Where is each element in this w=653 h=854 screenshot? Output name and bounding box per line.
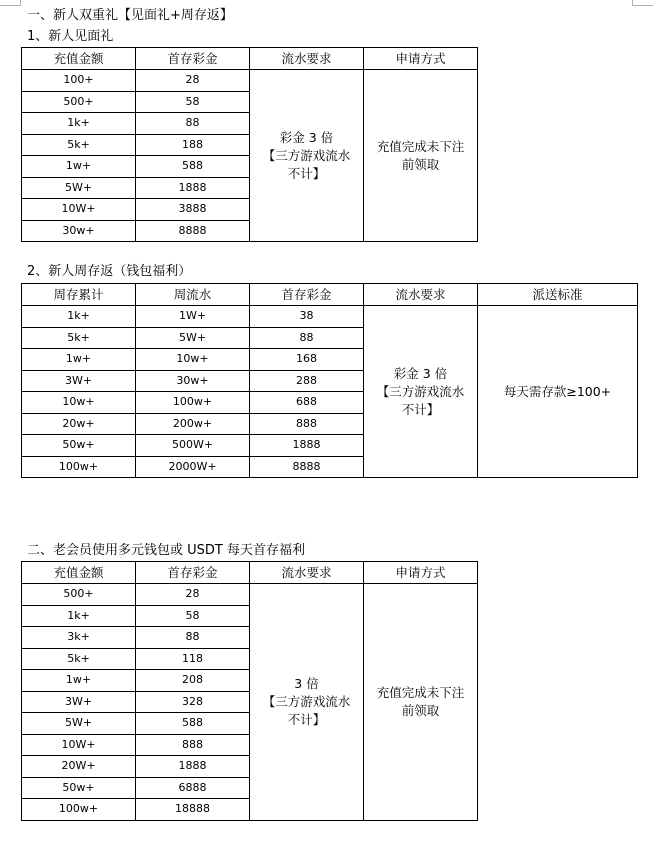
table-cell: 1888 (136, 756, 250, 778)
table-cell: 20W+ (22, 756, 136, 778)
table-cell: 688 (250, 392, 364, 414)
table-cell: 3W+ (22, 370, 136, 392)
table-header-row (22, 562, 478, 584)
table-cell: 88 (136, 113, 250, 135)
table-cell: 3W+ (22, 691, 136, 713)
table-header-row (22, 284, 638, 306)
table-cell: 50w+ (22, 435, 136, 457)
section1-subheading: 1、新人见面礼 (27, 29, 114, 44)
table-cell: 30w+ (136, 370, 250, 392)
column-header: 流水要求 (364, 284, 478, 306)
table-cell: 58 (136, 605, 250, 627)
column-header: 申请方式 (364, 562, 478, 584)
column-header: 首存彩金 (250, 284, 364, 306)
table-cell: 100w+ (22, 456, 136, 478)
table-header-row (22, 48, 478, 70)
column-header: 首存彩金 (136, 48, 250, 70)
table-cell: 3k+ (22, 627, 136, 649)
table-cell: 5W+ (22, 177, 136, 199)
table-cell: 888 (136, 734, 250, 756)
table-cell: 88 (250, 327, 364, 349)
section1-heading: 一、新人双重礼【见面礼+周存返】 (27, 8, 233, 23)
application-method-cell: 充值完成未下注 前领取 (364, 70, 478, 242)
table-cell: 88 (136, 627, 250, 649)
table-cell: 200w+ (136, 413, 250, 435)
table-cell: 10w+ (136, 349, 250, 371)
column-header: 首存彩金 (136, 562, 250, 584)
table-cell: 208 (136, 670, 250, 692)
table-cell: 8888 (250, 456, 364, 478)
table-cell: 5k+ (22, 134, 136, 156)
table-cell: 28 (136, 70, 250, 92)
table-cell: 588 (136, 713, 250, 735)
table-row (22, 584, 478, 606)
table-cell: 8888 (136, 220, 250, 242)
table-cell: 1k+ (22, 113, 136, 135)
wagering-requirement-cell: 彩金 3 倍 【三方游戏流水 不计】 (250, 70, 364, 242)
table-cell: 1w+ (22, 670, 136, 692)
table-cell: 1k+ (22, 306, 136, 328)
table-cell: 2000W+ (136, 456, 250, 478)
column-header: 派送标准 (478, 284, 638, 306)
table-row (22, 306, 638, 328)
table-cell: 10W+ (22, 199, 136, 221)
column-header: 流水要求 (250, 562, 364, 584)
table-cell: 50w+ (22, 777, 136, 799)
table-cell: 1k+ (22, 605, 136, 627)
column-header: 充值金额 (22, 48, 136, 70)
column-header: 流水要求 (250, 48, 364, 70)
column-header: 周存累计 (22, 284, 136, 306)
table-cell: 5W+ (22, 713, 136, 735)
table-cell: 168 (250, 349, 364, 371)
section2-heading: 2、新人周存返（钱包福利） (27, 264, 192, 279)
table-cell: 100w+ (136, 392, 250, 414)
wagering-requirement-cell: 3 倍 【三方游戏流水 不计】 (250, 584, 364, 821)
table-cell: 28 (136, 584, 250, 606)
table-cell: 588 (136, 156, 250, 178)
table-cell: 1888 (250, 435, 364, 457)
table-cell: 1W+ (136, 306, 250, 328)
table-cell: 5k+ (22, 648, 136, 670)
table-cell: 20w+ (22, 413, 136, 435)
table-cell: 100w+ (22, 799, 136, 821)
column-header: 申请方式 (364, 48, 478, 70)
table-cell: 38 (250, 306, 364, 328)
page-corner-mark-left (0, 0, 21, 6)
table-cell: 5W+ (136, 327, 250, 349)
weekly-deposit-rebate-table (21, 283, 638, 478)
column-header: 充值金额 (22, 562, 136, 584)
table-cell: 500+ (22, 584, 136, 606)
table-cell: 58 (136, 91, 250, 113)
table-cell: 10w+ (22, 392, 136, 414)
table-row (22, 70, 478, 92)
table-cell: 328 (136, 691, 250, 713)
table-cell: 1w+ (22, 349, 136, 371)
table-cell: 5k+ (22, 327, 136, 349)
table-cell: 6888 (136, 777, 250, 799)
page-corner-mark-right (632, 0, 653, 6)
table-cell: 500+ (22, 91, 136, 113)
table-cell: 100+ (22, 70, 136, 92)
table-cell: 10W+ (22, 734, 136, 756)
table-cell: 3888 (136, 199, 250, 221)
existing-member-daily-deposit-table (21, 561, 478, 821)
table-cell: 1w+ (22, 156, 136, 178)
distribution-standard-cell: 每天需存款≥100+ (478, 306, 638, 478)
table-cell: 30w+ (22, 220, 136, 242)
wagering-requirement-cell: 彩金 3 倍 【三方游戏流水 不计】 (364, 306, 478, 478)
table-cell: 1888 (136, 177, 250, 199)
column-header: 周流水 (136, 284, 250, 306)
table-cell: 188 (136, 134, 250, 156)
table-cell: 18888 (136, 799, 250, 821)
table-cell: 118 (136, 648, 250, 670)
application-method-cell: 充值完成未下注 前领取 (364, 584, 478, 821)
section3-heading: 二、老会员使用多元钱包或 USDT 每天首存福利 (27, 543, 305, 558)
table-cell: 288 (250, 370, 364, 392)
table-cell: 888 (250, 413, 364, 435)
new-member-welcome-table (21, 47, 478, 242)
table-cell: 500W+ (136, 435, 250, 457)
